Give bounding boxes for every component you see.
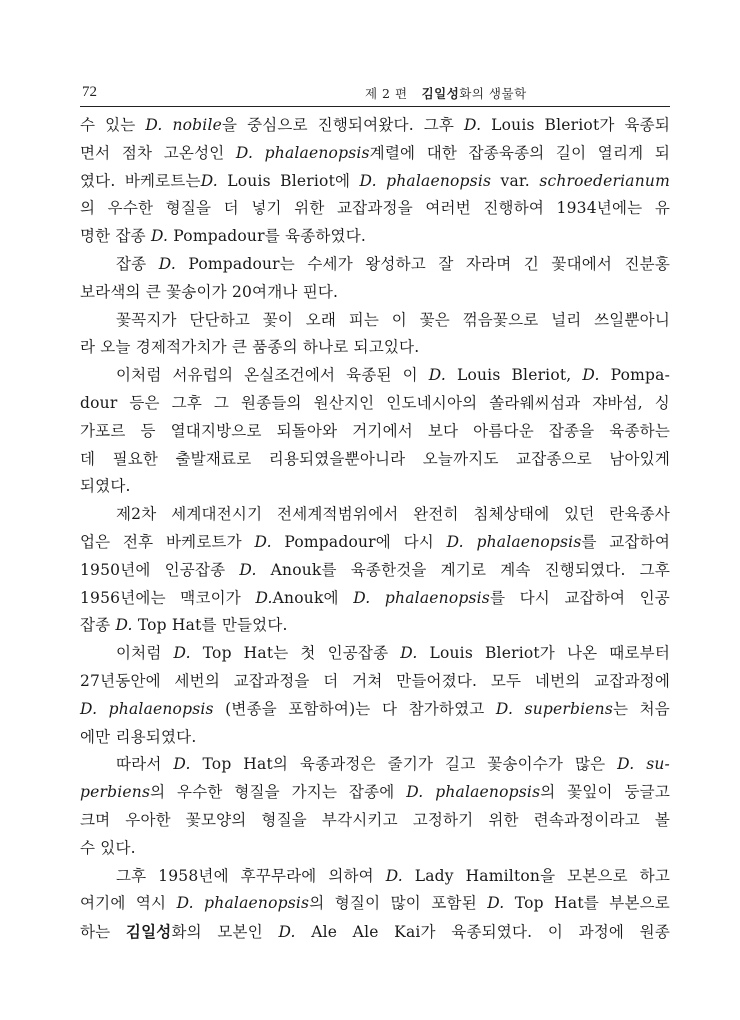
text-line: dour 등은 그후 그 원종들의 원산지인 인도네시아의 쏠라웨씨섬과 쟈바섬, 싱 (80, 393, 670, 412)
text-line: 데 필요한 출발재료로 리용되였을뿐아니라 오늘까지도 교잡종으로 남아있게 (80, 449, 670, 468)
text-line: 면서 점차 고온성인 D. phalaenopsis계렬에 대한 잡종육종의 길이 열리게 되 (80, 143, 670, 162)
text-line: 명한 잡종 D. Pompadour를 육종하였다. (80, 227, 367, 246)
text-line: 1956년에는 맥코이가 D.Anouk에 D. phalaenopsis를 다시 교잡하여 인공 (80, 588, 670, 607)
text-line: 수 있는 D. nobile을 중심으로 진행되여왔다. 그후 D. Louis Bleriot가 육종되 (80, 116, 670, 134)
page-number: 72 (82, 84, 97, 100)
text-line: 제2차 세계대전시기 전세계적범위에서 완전히 침체상태에 있던 란육종사 (116, 505, 670, 524)
text-line: perbiens의 우수한 형질을 가지는 잡종에 D. phalaenopsis의 꽃잎이 둥글고 (80, 783, 670, 802)
text-line: 27년동안에 세번의 교잡과정을 더 거쳐 만들어졌다. 모두 네번의 교잡과정에 (80, 671, 670, 690)
text-line: 에만 리용되였다. (80, 727, 197, 746)
text-line: 업은 전후 바케로트가 D. Pompadour에 다시 D. phalaenopsis를 교잡하여 (80, 532, 670, 551)
header-rule (80, 106, 670, 107)
text-line: 하는 김일성화의 모본인 D. Ale Ale Kai가 육종되였다. 이 과정에 원종 (80, 922, 670, 942)
part-label: 제 2 편 (365, 86, 408, 101)
running-title (365, 84, 527, 102)
text-line: 보라색의 큰 꽃송이가 20여개나 핀다. (80, 282, 339, 301)
text-line: 1950년에 인공잡종 D. Anouk를 육종한것을 계기로 계속 진행되였다. 그후 (80, 560, 671, 579)
title-rest: 화의 생물학 (459, 86, 527, 101)
text-line: 잡종 D. Top Hat를 만들었다. (80, 616, 288, 635)
text-line: 이처럼 서유럽의 온실조건에서 육종된 이 D. Louis Bleriot, D. Pompa- (116, 366, 671, 385)
text-line: 의 우수한 형질을 더 넣기 위한 교잡과정을 여러번 진행하여 1934년에는 유 (80, 199, 670, 218)
text-line: 따라서 D. Top Hat의 육종과정은 줄기가 길고 꽃송이수가 많은 D. su- (116, 755, 670, 774)
body-text (80, 112, 670, 946)
text-line: 잡종 D. Pompadour는 수세가 왕성하고 잘 자라며 긴 꽃대에서 진분홍 (116, 254, 670, 273)
text-line: 였다. 바케로트는D. Louis Bleriot에 D. phalaenopsis var. schroederianum (80, 171, 671, 190)
title-name: 김일성 (421, 86, 460, 101)
text-line: D. phalaenopsis (변종을 포함하여)는 다 참가하였고 D. superbiens는 처음 (80, 699, 670, 718)
text-line: 그후 1958년에 후꾸무라에 의하여 D. Lady Hamilton을 모본으로 하고 (116, 866, 670, 885)
text-line: 꽃꼭지가 단단하고 꽃이 오래 피는 이 꽃은 꺾음꽃으로 널리 쓰일뿐아니 (116, 310, 670, 329)
text-line: 여기에 역시 D. phalaenopsis의 형질이 많이 포함된 D. Top Hat를 부본으로 (80, 894, 670, 913)
text-line: 라 오늘 경제적가치가 큰 품종의 하나로 되고있다. (80, 338, 420, 357)
text-line: 수 있다. (80, 838, 136, 857)
text-line: 이처럼 D. Top Hat는 첫 인공잡종 D. Louis Bleriot가 나온 때로부터 (116, 644, 670, 663)
text-line: 되였다. (80, 477, 131, 496)
text-line: 크며 우아한 꽃모양의 형질을 부각시키고 고정하기 위한 련속과정이라고 볼 (80, 810, 670, 829)
text-line: 가포르 등 열대지방으로 되돌아와 거기에서 보다 아름다운 잡종을 육종하는 (80, 421, 670, 440)
page-header (80, 80, 670, 106)
